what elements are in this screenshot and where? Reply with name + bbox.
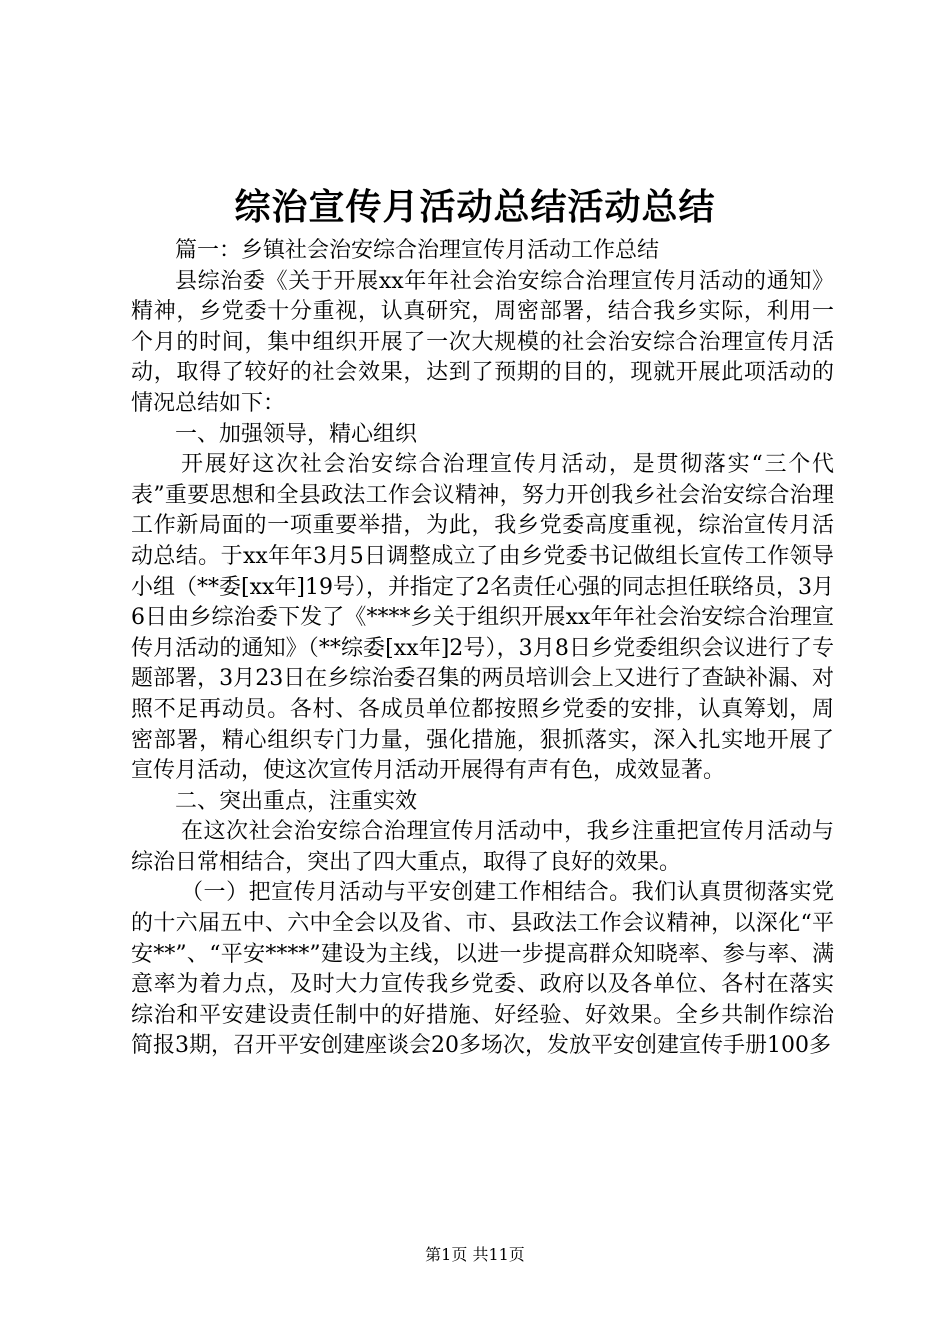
paragraph-leadership: 开展好这次社会治安综合治理宣传月活动，是贯彻落实“三个代表”重要思想和全县政法工作会议精神，努力开创我乡社会治安综合治理工作新局面的一项重要举措，为此，我乡党委高度重视，综治宣传月活动总结。于xx年年3月5日调整成立了由乡党委书记做组长宣传工作领导小组（**委[xx年]19号），并指定了2名责任心强的同志担任联络员，3月6日由乡综治委下发了《****乡关于组织开展xx年年社会治安综合治理宣传月活动的通知》（**综委[xx年]2号），3月8日乡党委组织会议进行了专题部署，3月23日在乡综治委召集的两员培训会上又进行了查缺补漏、对照不足再动员。各村、各成员单位都按照乡党委的安排，认真筹划，周密部署，精心组织专门力量，强化措施，狠抓落实，深入扎实地开展了宣传月活动，使这次宣传月活动开展得有声有色，成效显著。 bbox=[131, 452, 834, 784]
paragraph-focus: 在这次社会治安综合治理宣传月活动中，我乡注重把宣传月活动与综治日常相结合，突出了四大重点，取得了良好的效果。 bbox=[131, 819, 834, 875]
section-heading-2: 二、突出重点，注重实效 bbox=[175, 788, 418, 814]
document-title: 综治宣传月活动总结活动总结 bbox=[234, 186, 716, 228]
paragraph-intro: 县综治委《关于开展xx年年社会治安综合治理宣传月活动的通知》精神，乡党委十分重视，认真研究，周密部署，结合我乡实际，利用一个月的时间，集中组织开展了一次大规模的社会治安综合治理宣传月活动，取得了较好的社会效果，达到了预期的目的，现就开展此项活动的情况总结如下： bbox=[131, 268, 834, 416]
page-number-footer: 第1页 共11页 bbox=[425, 1245, 525, 1264]
document-body bbox=[131, 236, 834, 1062]
section-heading-1: 一、加强领导，精心组织 bbox=[175, 421, 418, 447]
section-heading-part-one: 篇一：乡镇社会治安综合治理宣传月活动工作总结 bbox=[175, 238, 660, 263]
paragraph-subpoint-1: （一）把宣传月活动与平安创建工作相结合。我们认真贯彻落实党的十六届五中、六中全会以及省、市、县政法工作会议精神，以深化“平安**”、“平安****”建设为主线，以进一步提高群众知晓率、参与率、满意率为着力点，及时大力宣传我乡党委、政府以及各单位、各村在落实综治和平安建设责任制中的好措施、好经验、好效果。全乡共制作综治简报3期，召开平安创建座谈会20多场次，发放平安创建宣传手册100多 bbox=[131, 880, 834, 1059]
